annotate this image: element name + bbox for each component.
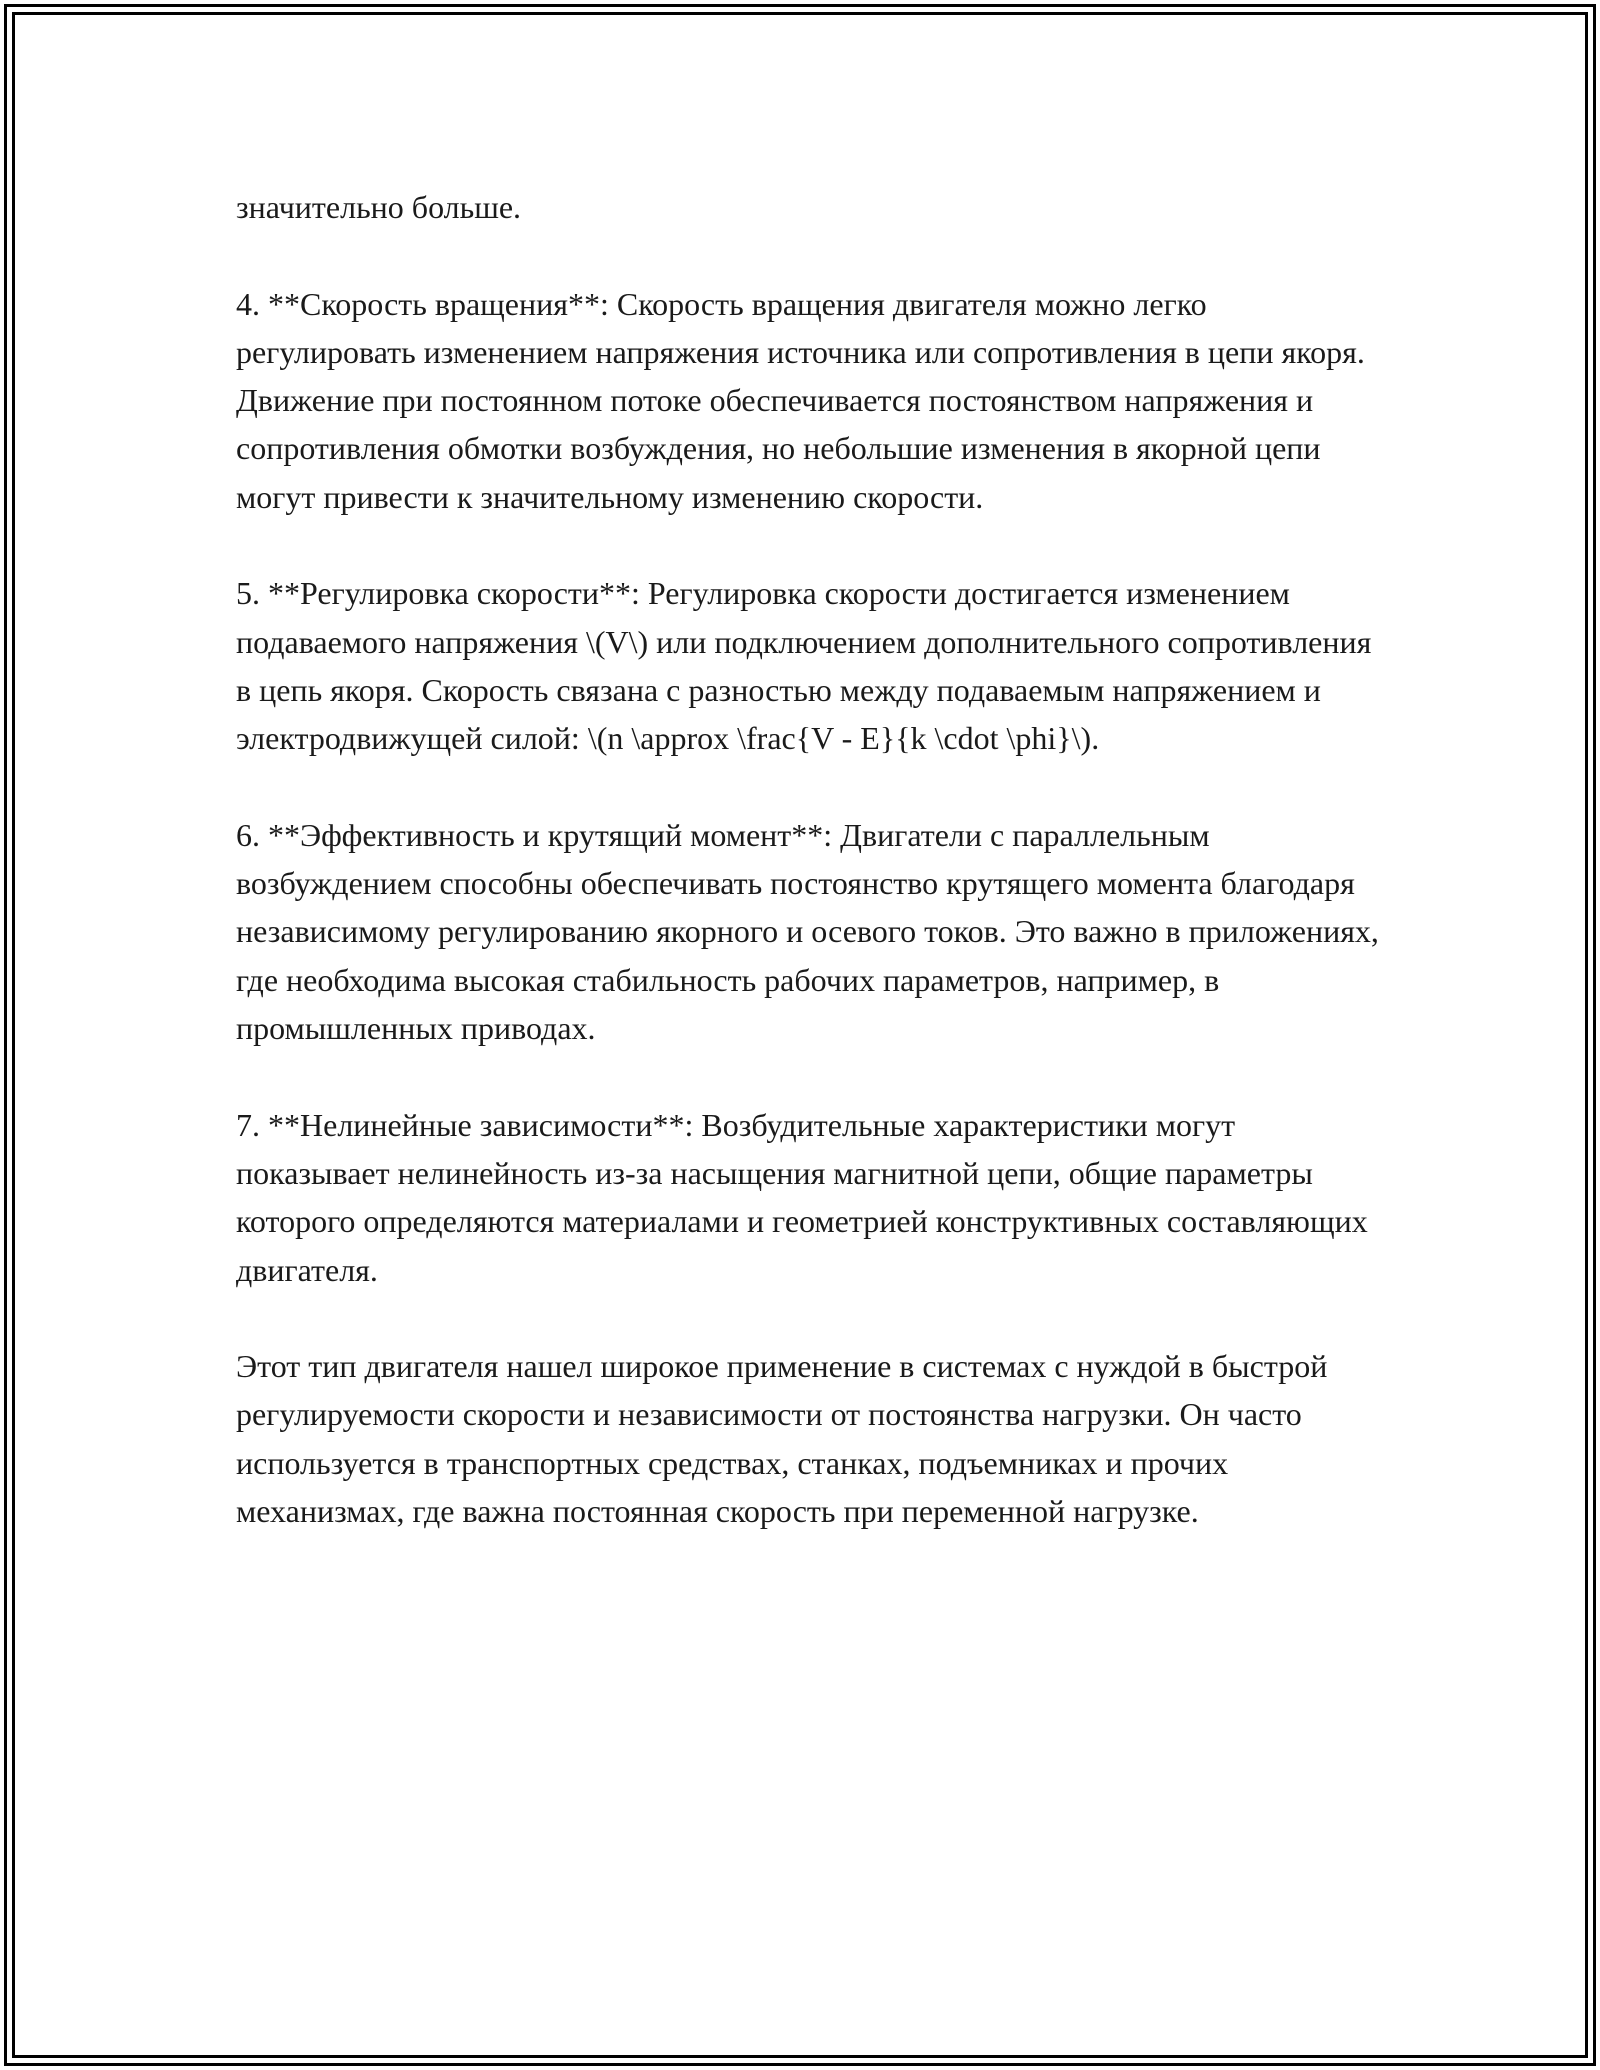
document-body <box>236 183 1386 1535</box>
paragraph-continuation: значительно больше. <box>236 189 522 225</box>
paragraph-nonlinear-dependencies: 7. **Нелинейные зависимости**: Возбудительные характеристики могут показывает нелинейность из-за насыщения магнитной цепи, общие параметры которого определяются материалами и геометрией конструктивных составляющих двигателя. <box>236 1106 1368 1288</box>
paragraph-speed-regulation: 5. **Регулировка скорости**: Регулировка скорости достигается изменением подаваемого напряжения \(V\) или подключением дополнительного сопротивления в цепь якоря. Скорость связана с разностью между подаваемым напряжением и электродвижущей силой: \(n \approx \frac{V - E}{k \cdot \phi}\). <box>236 575 1372 757</box>
paragraph-efficiency-torque: 6. **Эффективность и крутящий момент**: Двигатели с параллельным возбуждением способны обеспечивать постоянство крутящего момента благодаря независимому регулированию якорного и осевого токов. Это важно в приложениях, где необходима высокая стабильность рабочих параметров, например, в промышленных приводах. <box>236 816 1379 1047</box>
paragraph-rotation-speed: 4. **Скорость вращения**: Скорость вращения двигателя можно легко регулировать изменением напряжения источника или сопротивления в цепи якоря. Движение при постоянном потоке обеспечивается постоянством напряжения и сопротивления обмотки возбуждения, но небольшие изменения в якорной цепи могут привести к значительному изменению скорости. <box>236 285 1365 515</box>
paragraph-conclusion: Этот тип двигателя нашел широкое применение в системах с нуждой в быстрой регулируемости скорости и независимости от постоянства нагрузки. Он часто используется в транспортных средствах, станках, подъемниках и прочих механизмах, где важна постоянная скорость при переменной нагрузке. <box>236 1348 1328 1530</box>
